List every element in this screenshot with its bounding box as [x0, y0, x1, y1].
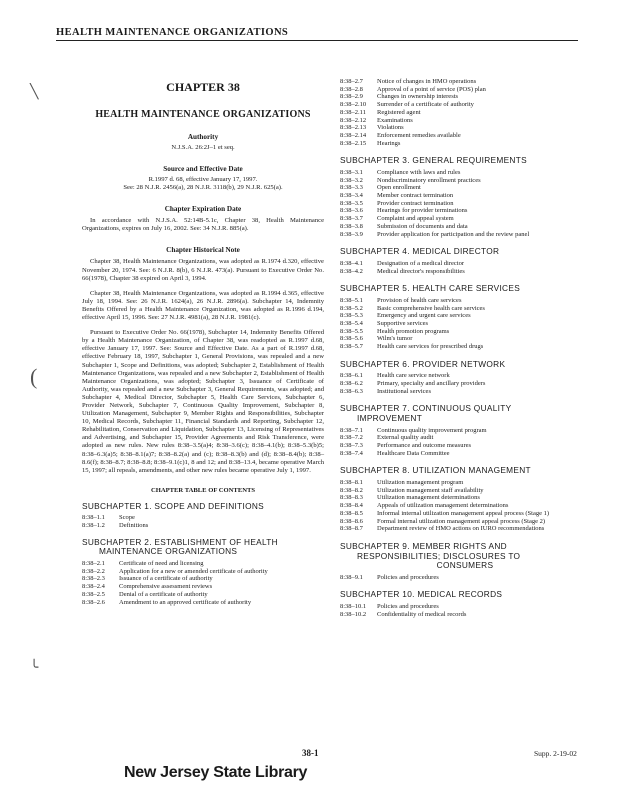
section-title: Notice of changes in HMO operations	[377, 78, 477, 85]
section-number: 8:38–10.2	[340, 610, 367, 618]
section-number: 8:38–3.9	[340, 230, 363, 238]
section-number: 8:38–2.6	[82, 598, 105, 606]
toc-row	[340, 442, 590, 450]
section-number: 8:38–5.6	[340, 335, 363, 343]
section-title: Provider contract termination	[377, 199, 454, 207]
section-number: 8:38–3.6	[340, 207, 363, 215]
section-number: 8:38–2.5	[82, 590, 105, 598]
section-title: Policies and procedures	[377, 573, 439, 581]
section-title: Appeals of utilization management determinations	[377, 502, 509, 510]
toc-list	[340, 603, 590, 618]
section-number: 8:38–5.2	[340, 304, 363, 312]
section-number: 8:38–7.4	[340, 449, 363, 457]
section-number: 8:38–3.1	[340, 168, 363, 176]
section-title: Health care service network	[377, 372, 450, 380]
section-title: Changes in ownership interests	[377, 93, 459, 101]
section-number: 8:38–2.11	[340, 108, 366, 116]
toc-row	[340, 450, 590, 458]
toc-row	[340, 140, 590, 148]
toc-list	[340, 427, 590, 458]
toc-list	[82, 560, 324, 606]
section-number: 8:38–2.3	[82, 575, 105, 583]
section-title: Open enrollment	[377, 184, 421, 192]
toc-row	[340, 86, 590, 94]
toc-row	[340, 479, 590, 487]
section-number: 8:38–8.4	[340, 502, 363, 510]
running-head: HEALTH MAINTENANCE ORGANIZATIONS	[56, 27, 289, 38]
subchapter-title: SUBCHAPTER 9. MEMBER RIGHTS AND	[340, 540, 507, 551]
toc-row	[340, 335, 590, 343]
toc-row	[340, 427, 590, 435]
section-number: 8:38–8.5	[340, 509, 363, 517]
section-number: 8:38–2.15	[340, 139, 367, 147]
section-title: Enforcement remedies available	[377, 131, 461, 139]
section-number: 8:38–5.3	[340, 312, 363, 320]
section-title: Surrender of a certificate of authority	[377, 101, 474, 109]
section-title: Healthcare Data Committee	[377, 449, 450, 457]
section-title: Provider application for participation and the review panel	[377, 230, 530, 238]
section-title: Examinations	[377, 116, 413, 124]
toc-list	[340, 169, 590, 238]
toc-row	[340, 328, 590, 336]
toc-row	[340, 231, 590, 239]
section-title: Policies and procedures	[377, 603, 439, 611]
section-title: Health promotion programs	[377, 327, 450, 335]
toc-row	[340, 305, 590, 313]
toc-row	[340, 494, 590, 502]
section-number: 8:38–7.3	[340, 442, 363, 450]
section-number: 8:38–7.2	[340, 434, 363, 442]
toc-row	[340, 343, 590, 351]
supplement-date: Supp. 2-19-02	[534, 749, 577, 758]
section-title: Utilization management program	[377, 479, 464, 487]
toc-row	[340, 184, 590, 192]
section-title: Hearings	[377, 139, 401, 147]
section-number: 8:38–8.3	[340, 494, 363, 502]
right-column	[340, 78, 590, 618]
subchapter-title: SUBCHAPTER 3. GENERAL REQUIREMENTS	[340, 155, 527, 166]
section-title: External quality audit	[377, 434, 434, 442]
source-line: See: 28 N.J.R. 2456(a), 28 N.J.R. 3118(b), 29 N.J.R. 625(a).	[123, 184, 283, 192]
section-number: 8:38–5.1	[340, 296, 363, 304]
left-column	[82, 78, 324, 606]
section-title: Formal internal utilization management appeal process (Stage 2)	[377, 517, 546, 525]
toc-list	[340, 372, 590, 395]
toc-row	[340, 502, 590, 510]
section-number: 8:38–10.1	[340, 603, 367, 611]
subchapter-title: RESPONSIBILITIES; DISCLOSURES TO	[357, 550, 521, 561]
section-number: 8:38–5.5	[340, 327, 363, 335]
toc-row	[82, 568, 324, 576]
section-title: Approval of a point of service (POS) plan	[377, 85, 486, 93]
source-line: R.1997 d. 68, effective January 17, 1997.	[148, 176, 258, 184]
section-title: Medical director's responsibilities	[377, 267, 465, 275]
toc-row	[340, 124, 590, 132]
section-number: 8:38–5.4	[340, 319, 363, 327]
section-title: Hearings for provider terminations	[377, 207, 468, 215]
section-number: 8:38–2.10	[340, 101, 367, 109]
section-title: Submission of documents and data	[377, 222, 468, 230]
section-number: 8:38–1.1	[82, 514, 105, 522]
toc-row	[340, 169, 590, 177]
toc-list	[340, 574, 590, 582]
chapter-number: CHAPTER 38	[166, 80, 240, 94]
toc-row	[340, 177, 590, 185]
toc-row	[340, 260, 590, 268]
section-title: Denial of a certificate of authority	[119, 590, 208, 598]
section-number: 8:38–8.7	[340, 525, 363, 533]
section-title: Emergency and urgent care services	[377, 312, 471, 320]
section-title: Institutional services	[377, 387, 431, 395]
margin-mark: ╲	[30, 85, 39, 100]
toc-row	[340, 132, 590, 140]
section-title: Complaint and appeal system	[377, 215, 454, 223]
section-number: 8:38–3.7	[340, 215, 363, 223]
toc-row	[340, 372, 590, 380]
toc-row	[82, 560, 324, 568]
section-title: Registered agent	[377, 108, 421, 116]
section-number: 8:38–9.1	[340, 573, 363, 581]
section-number: 8:38–3.4	[340, 192, 363, 200]
section-number: 8:38–3.3	[340, 184, 363, 192]
section-title: Utilization management determinations	[377, 494, 480, 502]
toc-row	[82, 514, 324, 522]
subchapter-title: SUBCHAPTER 10. MEDICAL RECORDS	[340, 589, 503, 600]
expiration-text: In accordance with N.J.S.A. 52:14B-5.1c, Chapter 38, Health Maintenance Organizations, expires on July 16, 2002. See: 34 N.J.R. 885(a).	[82, 217, 324, 233]
toc-row	[340, 487, 590, 495]
toc-row	[340, 510, 590, 518]
toc-list	[340, 479, 590, 533]
section-title: Amendment to an approved certificate of authority	[119, 598, 252, 606]
toc-row	[340, 434, 590, 442]
section-title: Nondiscriminatory enrollment practices	[377, 176, 481, 184]
section-number: 8:38–6.3	[340, 387, 363, 395]
toc-row	[340, 320, 590, 328]
section-title: Member contract termination	[377, 192, 454, 200]
toc-row	[82, 583, 324, 591]
section-number: 8:38–5.7	[340, 343, 363, 351]
toc-list	[82, 514, 324, 529]
section-number: 8:38–2.14	[340, 131, 367, 139]
toc-row	[340, 200, 590, 208]
toc-row	[340, 223, 590, 231]
toc-row	[340, 603, 590, 611]
section-title: Department review of HMO actions on IURO recommendations	[377, 525, 545, 533]
section-number: 8:38–2.4	[82, 583, 105, 591]
section-title: Issuance of a certificate of authority	[119, 575, 213, 583]
section-title: Scope	[119, 514, 135, 522]
subchapter-title: SUBCHAPTER 2. ESTABLISHMENT OF HEALTH	[82, 536, 278, 547]
section-title: Violations	[377, 124, 404, 132]
history-heading: Chapter Historical Note	[166, 246, 240, 255]
section-number: 8:38–2.12	[340, 116, 367, 124]
section-number: 8:38–2.1	[82, 560, 105, 567]
section-number: 8:38–3.2	[340, 176, 363, 184]
toc-list	[340, 78, 590, 147]
section-title: Health care services for prescribed drugs	[377, 343, 484, 351]
section-title: Wilm's tumor	[377, 335, 413, 343]
section-title: Confidentiality of medical records	[377, 610, 467, 618]
history-paragraph: Pursuant to Executive Order No. 66(1978), Subchapter 14, Indemnity Benefits Offered by a Health Maintenance Organization, of Chapter 38, was readopted as R.1997 d.68, effective January 17, 1997. See: Source and Effective Date. As a part of R.1997 d.68, effective February 18, 1997, Subchapter 1, General Provisions, was repealed and a new Subchapter 1, Scope and Definitions, was adopted; Subchapter 2, Establishment of Health Maintenance Organizations, was repealed and a new Subchapter 2, Establishment of Health Maintenance Organizations, was adopted; Subchapter 3, Issuance of Certificate of Authority, was repealed and a new Subchapter 3, General Requirements, was adopted; and Subchapter 4, Medical Director, Subchapter 5, Health Care Services, Subchapter 6, Provider Network, Subchapter 7, Continuous Quality Improvement, Subchapter 8, Utilization Management, Subchapter 9, Member Rights and Responsibilities, Subchapter 10, Medical Records, Subchapter 11, Financial Standards and Reporting, Subchapter 12, Rehabilitation, Conservation and Liquidation, Subchapter 13, Licensing of Representatives and Advertising, and Subchapter 15, Provider Agreements and Risk Transference, were adopted as new rules. New rules 8:38–3.5(a)4; 8:38–3.6(c); 8:38–4.1(b); 8:38–5.3(b)5; 8:38–6.3(a)5; 8:38–8.1(a)7; 8:38–8.2(a) and (c); 8:38–8.3(b) and (d); 8:38–8.4(b); 8:38–8.6(f); 8:38–8.7; 8:38–8.8; 8:38–9.1(c)1, 8 and 12; and 8:38–13.4, became operative March 15, 1997; all repeals, amendments, and other new rules became operative July 1, 1997.	[82, 329, 324, 474]
section-number: 8:38–6.2	[340, 380, 363, 388]
section-number: 8:38–8.2	[340, 486, 363, 494]
section-number: 8:38–8.1	[340, 479, 363, 487]
section-number: 8:38–2.9	[340, 93, 363, 101]
subchapter-title: IMPROVEMENT	[357, 413, 423, 424]
section-title: Designation of a medical director	[377, 259, 464, 267]
toc-row	[82, 591, 324, 599]
toc-row	[340, 192, 590, 200]
section-number: 8:38–2.2	[82, 567, 105, 575]
section-number: 8:38–4.1	[340, 259, 363, 267]
section-title: Utilization management staff availability	[377, 486, 484, 494]
toc-list	[340, 260, 590, 275]
toc-row	[340, 117, 590, 125]
toc-row	[340, 518, 590, 526]
section-number: 8:38–1.2	[82, 522, 105, 530]
toc-row	[340, 93, 590, 101]
history-paragraph: Chapter 38, Health Maintenance Organizations, was adopted as R.1974 d.320, effective November 20, 1974. See: 6 N.J.R. 8(b), 6 N.J.R. 473(a). Pursuant to Executive Order No. 66(1978), Chapter 38 expired on April 3, 1994.	[82, 258, 324, 282]
toc-row	[340, 101, 590, 109]
section-title: Provision of health care services	[377, 296, 462, 304]
toc-row	[82, 522, 324, 530]
toc-row	[82, 575, 324, 583]
toc-row	[340, 109, 590, 117]
section-title: Certificate of need and licensing	[119, 560, 204, 567]
section-title: Application for a new or amended certificate of authority	[119, 567, 268, 575]
toc-row	[340, 388, 590, 396]
chapter-title: HEALTH MAINTENANCE ORGANIZATIONS	[95, 109, 311, 120]
subchapter-title: CONSUMERS	[436, 560, 494, 571]
section-number: 8:38–4.2	[340, 267, 363, 275]
page-number: 38-1	[302, 748, 319, 758]
header-rule	[56, 40, 578, 41]
toc-list	[340, 297, 590, 351]
subchapter-title: SUBCHAPTER 7. CONTINUOUS QUALITY	[340, 403, 512, 414]
section-title: Continuous quality improvement program	[377, 426, 487, 434]
library-stamp: New Jersey State Library	[124, 764, 308, 781]
toc-row	[340, 574, 590, 582]
section-number: 8:38–3.5	[340, 199, 363, 207]
source-heading: Source and Effective Date	[163, 165, 243, 174]
subchapter-title: SUBCHAPTER 5. HEALTH CARE SERVICES	[340, 283, 521, 294]
history-paragraph: Chapter 38, Health Maintenance Organizations, was adopted as R.1994 d.365, effective July 18, 1994. See: 26 N.J.R. 1624(a), 26 N.J.R. 2896(a). Subchapter 14, Indemnity Benefits Offered by a Health Maintenance Organization, was adopted as R.1996 d.194, effective April 15, 1996. See: 27 N.J.R. 4981(a), 28 N.J.R. 1981(c).	[82, 289, 324, 322]
subchapter-title: MAINTENANCE ORGANIZATIONS	[99, 546, 238, 557]
section-title: Supportive services	[377, 319, 429, 327]
toc-row	[340, 207, 590, 215]
section-title: Comprehensive assessment reviews	[119, 583, 213, 591]
toc-row	[340, 611, 590, 619]
section-title: Compliance with laws and rules	[377, 168, 461, 176]
section-number: 8:38–2.8	[340, 85, 363, 93]
subchapter-title: SUBCHAPTER 1. SCOPE AND DEFINITIONS	[82, 500, 264, 511]
section-number: 8:38–3.8	[340, 222, 363, 230]
toc-row	[340, 380, 590, 388]
subchapter-title: SUBCHAPTER 6. PROVIDER NETWORK	[340, 358, 506, 369]
margin-bracket: ╰	[30, 661, 39, 676]
toc-row	[82, 599, 324, 607]
section-number: 8:38–6.1	[340, 372, 363, 380]
section-number: 8:38–7.1	[340, 426, 363, 434]
section-title: Performance and outcome measures	[377, 442, 472, 450]
section-title: Basic comprehensive health care services	[377, 304, 485, 312]
section-title: Primary, specialty and ancillary providers	[377, 380, 486, 388]
subchapter-title: SUBCHAPTER 8. UTILIZATION MANAGEMENT	[340, 465, 531, 476]
toc-row	[340, 297, 590, 305]
expiration-heading: Chapter Expiration Date	[164, 205, 242, 214]
toc-row	[340, 312, 590, 320]
authority-heading: Authority	[187, 133, 219, 141]
toc-row	[340, 525, 590, 533]
toc-row	[340, 215, 590, 223]
toc-row	[340, 78, 590, 86]
section-title: Definitions	[119, 522, 149, 530]
toc-row	[340, 268, 590, 276]
toc-title: CHAPTER TABLE OF CONTENTS	[150, 486, 256, 494]
section-number: 8:38–2.7	[340, 78, 363, 85]
subchapter-title: SUBCHAPTER 4. MEDICAL DIRECTOR	[340, 246, 500, 257]
section-number: 8:38–8.6	[340, 517, 363, 525]
margin-bracket: (	[30, 364, 38, 389]
authority-text: N.J.S.A. 26:2J–1 et seq.	[171, 144, 235, 151]
section-title: Informal internal utilization management appeal process (Stage 1)	[377, 509, 550, 517]
section-number: 8:38–2.13	[340, 124, 367, 132]
